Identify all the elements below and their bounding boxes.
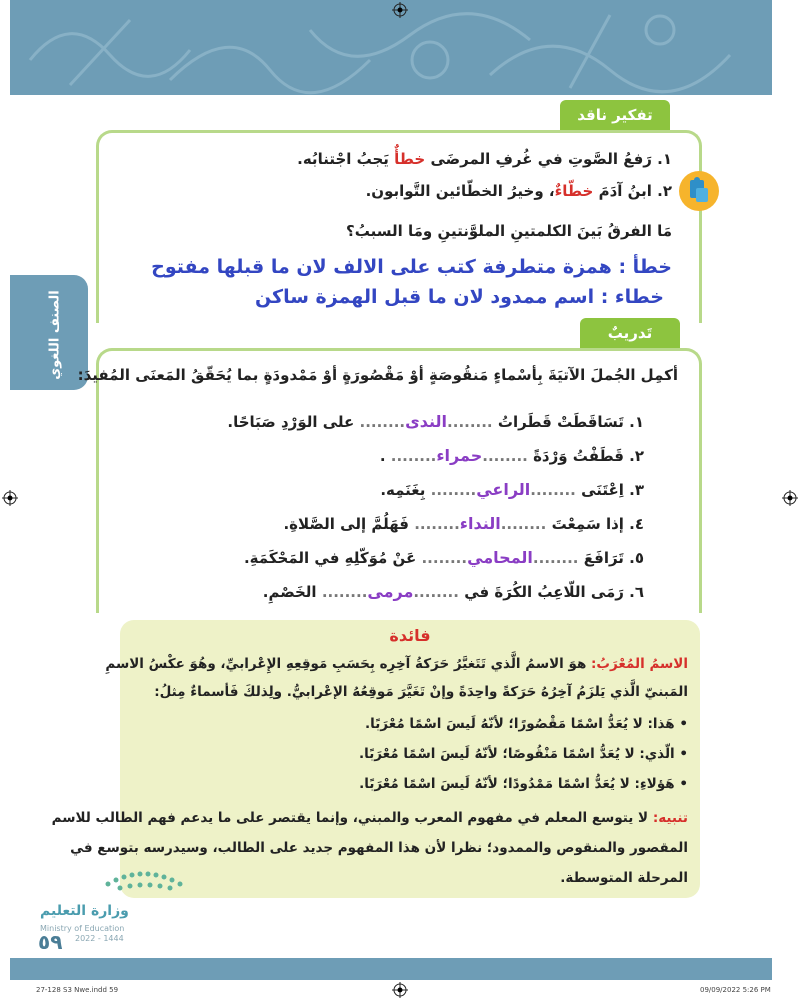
- info-bullet: • هَذا: لا يُعَدُّ اسْمًا مَقْصُورًا؛ لأنّهُ لَيسَ اسْمًا مُعْرَبًا.: [365, 716, 688, 732]
- filled-answer[interactable]: الندى: [405, 412, 448, 431]
- ct-question: مَا الفرقُ بَينَ الكلمتينِ الملوَّنتينِ ومَا السببُ؟: [346, 222, 672, 240]
- info-definition-line-1: الاسمُ المُعْرَبُ: هوَ الاسمُ الَّذي تَتَغيَّرُ حَرَكةُ آخِرِه بِحَسَبِ مَوقِعِهِ الإِعْرابيِّ، وهُوَ عكْسُ الاسمِ: [105, 656, 688, 672]
- training-item: ٤. إذا سَمِعْتَ ........النداء........ فَهَلُمَّ إلى الصَّلاةِ.: [283, 514, 644, 533]
- training-tab-label: تَدريبٌ: [607, 324, 653, 342]
- filled-answer[interactable]: النداء: [459, 514, 501, 533]
- critical-thinking-tab-label: تفكير ناقد: [577, 106, 653, 124]
- info-definition-line-2: المَبنيّ الَّذي يَلزَمُ آخِرُهُ حَرَكةً واحِدَةً وإنْ تَغَيَّرَ مَوقِعُهُ الإعْرابيُّ. ولِذلكَ فَأسماءٌ مِثلُ:: [154, 684, 688, 700]
- puzzle-icon: [678, 170, 720, 212]
- handwritten-answers: [120, 250, 672, 320]
- ct-line-2: ٢. ابنُ آدَمَ خطّاءٌ، وخيرُ الخطّائين التَّوابون.: [365, 182, 672, 200]
- training-item: ٦. رَمَى اللّاعِبُ الكُرَةَ في ........مرمى........ الخَصْمِ.: [262, 582, 644, 601]
- side-tab: [10, 275, 88, 390]
- calligraphy-pattern: [10, 0, 772, 95]
- ministry-name-en: Ministry of Education: [40, 924, 125, 933]
- training-item: ٣. اِعْتَنَى ........الراعي........ بِغَنَمِه.: [380, 480, 644, 499]
- footer-date: 09/09/2022 5:26 PM: [700, 986, 771, 994]
- filled-answer[interactable]: الراعي: [476, 480, 531, 499]
- info-note-line-3: المرحلة المتوسطة.: [560, 870, 688, 886]
- training-content: [77, 366, 678, 606]
- registration-mark-icon: [392, 2, 408, 18]
- highlight-word: خطأٌ: [394, 150, 426, 168]
- highlight-word: خطّاءٌ: [554, 182, 594, 200]
- top-banner: [10, 0, 772, 95]
- info-bullet: • الّذي: لا يُعَدُّ اسْمًا مَنْقُوصًا؛ لأنّهُ لَيسَ اسْمًا مُعْرَبًا.: [359, 746, 688, 762]
- training-tab: [580, 318, 680, 348]
- handwritten-answer-1: خطأ : همزة متطرفة كتب على الالف لان ما قبلها مفتوح: [151, 256, 672, 278]
- ministry-name-ar: وزارة التعليم: [40, 903, 129, 919]
- registration-mark-icon: [782, 490, 798, 506]
- info-note-line-1: تنبيه: لا يتوسع المعلم في مفهوم المعرب والمبني، وإنما يقتصر على ما يدعم فهم الطالب للاسم: [51, 810, 688, 826]
- info-note-line-2: المقصور والمنقوص والممدود؛ نظرا لأن هذا المفهوم جديد على الطالب، وسيدرسه بتوسع في: [70, 840, 688, 856]
- training-item: ١. تَسَاقَطَتْ قَطَراتُ ........الندى........ على الوَرْدِ صَبَاحًا.: [227, 412, 644, 431]
- filled-answer[interactable]: المحامي: [467, 548, 533, 567]
- filled-answer[interactable]: حمراء: [436, 446, 483, 465]
- ct-line-1: ١. رَفعُ الصَّوتِ في غُرفِ المرضَى خطأٌ يَجبُ اجْتنابُه.: [297, 150, 672, 168]
- ministry-logo-icon: [100, 862, 190, 898]
- training-item: ٥. تَرَافَعَ ........المحامي........ عَنْ مُوَكّلِهِ في المَحْكَمَةِ.: [243, 548, 644, 567]
- info-bullet: • هَؤلاءِ: لا يُعَدُّ اسْمًا مَمْدُودًا؛ لأنّهُ لَيسَ اسْمًا مُعْرَبًا.: [359, 776, 688, 792]
- filled-answer[interactable]: مرمى: [367, 582, 414, 601]
- handwritten-answer-2: خطاء : اسم ممدود لان ما قبل الهمزة ساكن: [254, 286, 664, 308]
- side-tab-label: الصنف اللغوي: [47, 290, 63, 380]
- training-item: ٢. قَطَفْتُ وَرْدَةً ........حمراء........ .: [379, 446, 644, 465]
- ministry-year: 2022 - 1444: [75, 934, 124, 943]
- info-box: [51, 620, 700, 898]
- footer-file: 27-128 S3 Nwe.indd 59: [36, 986, 119, 994]
- info-title: فائدة: [389, 626, 431, 645]
- registration-mark-icon: [2, 490, 18, 506]
- training-instruction: أكمِل الجُملَ الآتيَةَ بِأسْماءٍ مَنقُوصَةٍ أوْ مَقْصُورَةٍ أوْ مَمْدودَةٍ بما يُحَقّقُ المَعنَى المُفيدَ:: [77, 366, 678, 384]
- page-number: ٥٩: [38, 930, 63, 954]
- bottom-bar: [10, 958, 772, 980]
- critical-thinking-tab: [560, 100, 670, 130]
- registration-mark-icon: [392, 982, 408, 998]
